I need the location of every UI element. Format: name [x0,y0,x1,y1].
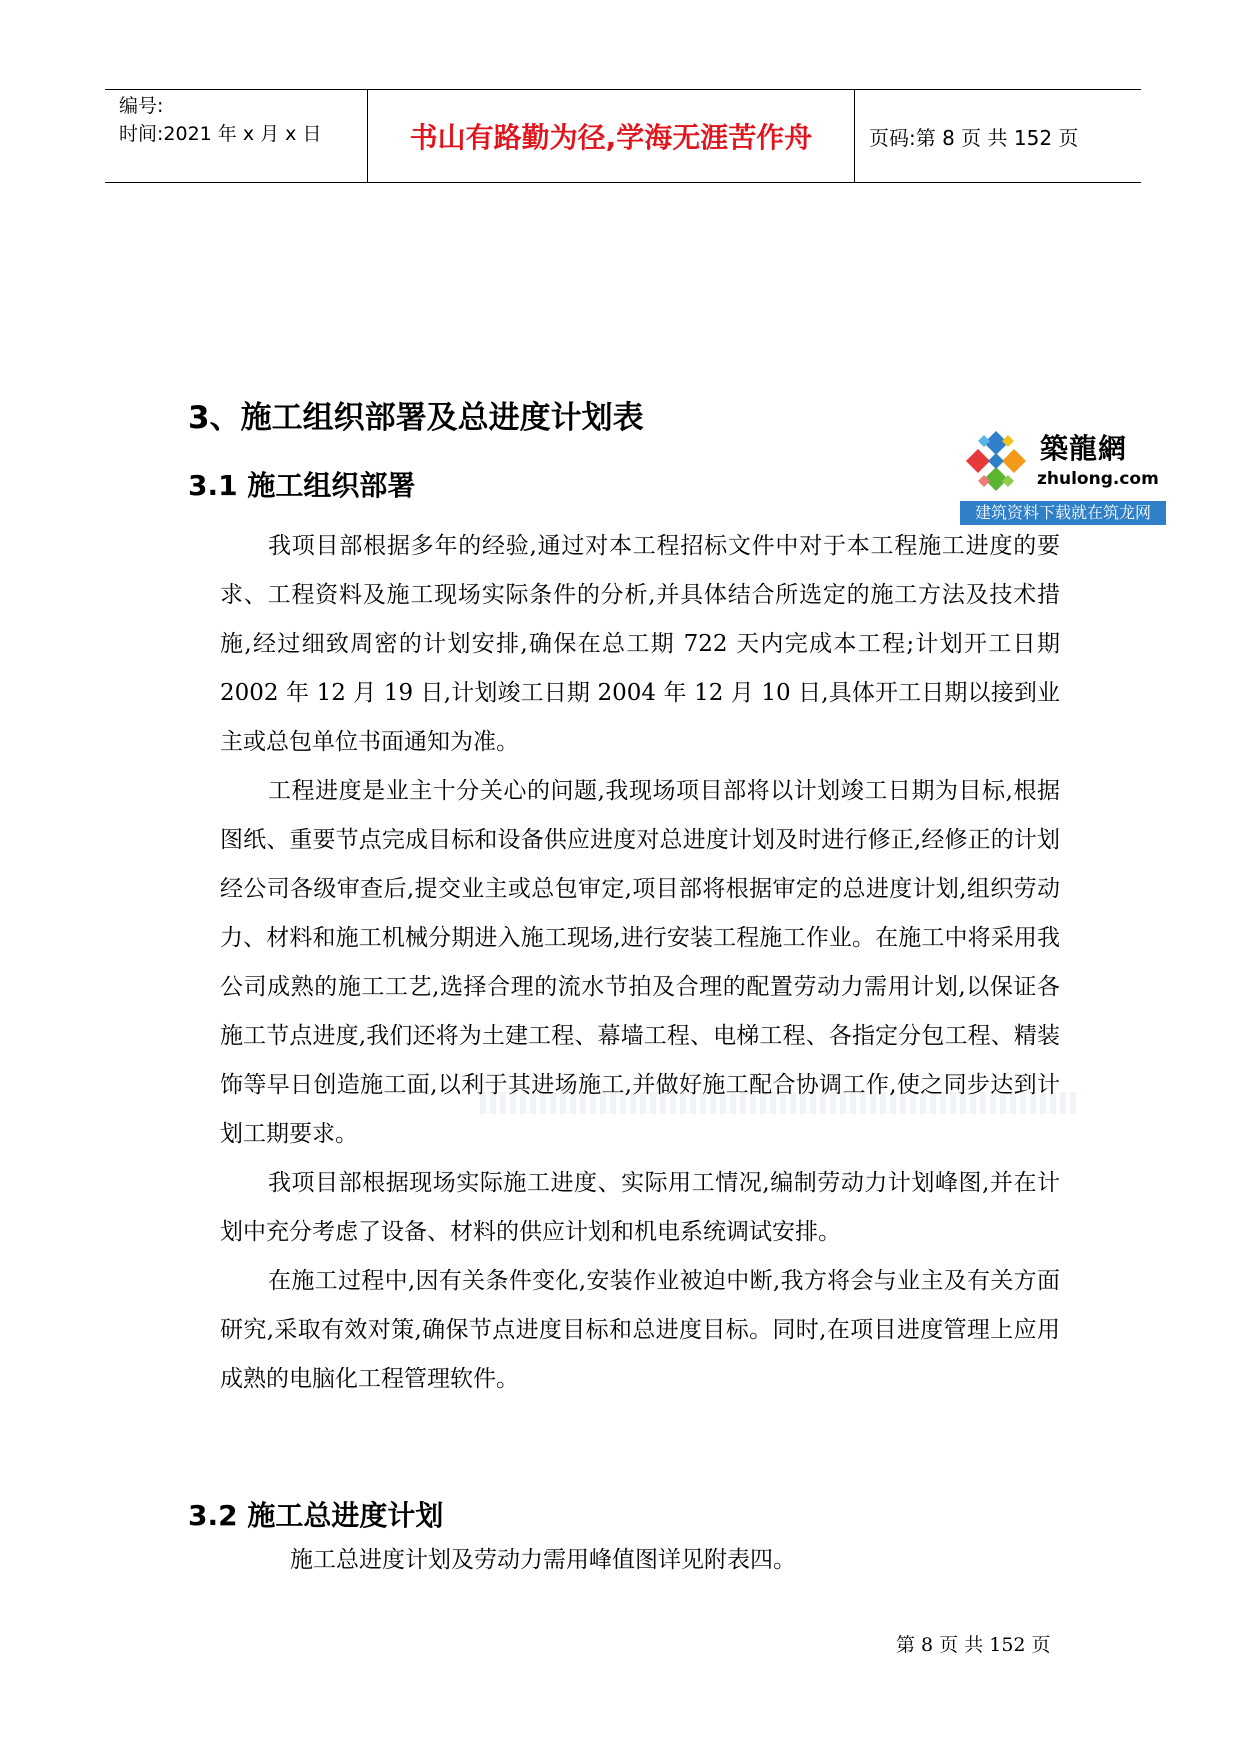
subsection-title-3-1: 3.1 施工组织部署 [188,469,416,502]
schedule-note: 施工总进度计划及劳动力需用峰值图详见附表四。 [290,1547,796,1573]
document-time-label: 时间:2021 年 x 月 x 日 [119,123,322,145]
paragraph-2: 工程进度是业主十分关心的问题,我现场项目部将以计划竣工日期为目标,根据图纸、重要节点完成目标和设备供应进度对总进度计划及时进行修正,经修正的计划经公司各级审查后,提交业主或总包审定,项目部将根据审定的总进度计划,组织劳动力、材料和施工机械分期进入施工现场,进行安装工程施工作业。在施工中将采用我公司成熟的施工工艺,选择合理的流水节拍及合理的配置劳动力需用计划,以保证各施工节点进度,我们还将为土建工程、幕墙工程、电梯工程、各指定分包工程、精装饰等早日创造施工面,以利于其进场施工,并做好施工配合协调工作,使之同步达到计划工期要求。 [220,778,1060,1147]
logo-domain: zhulong.com [1037,469,1159,489]
zhulong-logo [960,425,1166,525]
header-page-label: 页码:第 8 页 共 152 页 [869,125,1079,150]
paragraph-4: 在施工过程中,因有关条件变化,安装作业被迫中断,我方将会与业主及有关方面研究,采取有效对策,确保节点进度目标和总进度目标。同时,在项目进度管理上应用成熟的电脑化工程管理软件。 [220,1268,1060,1392]
paragraph-1: 我项目部根据多年的经验,通过对本工程招标文件中对于本工程施工进度的要求、工程资料及施工现场实际条件的分析,并具体结合所选定的施工方法及技术措施,经过细致周密的计划安排,确保在总工期 722 天内完成本工程;计划开工日期 2002 年 12 月 19 日,计划竣工日期 2004 年 12 月 10 日,具体开工日期以接到业主或总包单位书面通知为准。 [220,533,1060,755]
header-motto-cell [368,90,855,182]
section-body [220,522,1060,1404]
zhulong-diamond-icon [964,429,1028,493]
header-page-cell [855,90,1141,182]
paragraph-3: 我项目部根据现场实际施工进度、实际用工情况,编制劳动力计划峰图,并在计划中充分考虑了设备、材料的供应计划和机电系统调试安排。 [220,1170,1060,1245]
section-title: 3、施工组织部署及总进度计划表 [188,400,644,436]
subsection-title-3-2: 3.2 施工总进度计划 [188,1499,444,1532]
header-meta-cell [105,90,368,182]
header-motto: 书山有路勤为径,学海无涯苦作舟 [409,121,813,154]
document-number-label: 编号: [119,95,164,117]
logo-slogan: 建筑资料下载就在筑龙网 [960,501,1166,525]
page-header [105,89,1141,183]
page-footer: 第 8 页 共 152 页 [896,1634,1051,1656]
logo-name: 築龍網 [1040,432,1128,465]
